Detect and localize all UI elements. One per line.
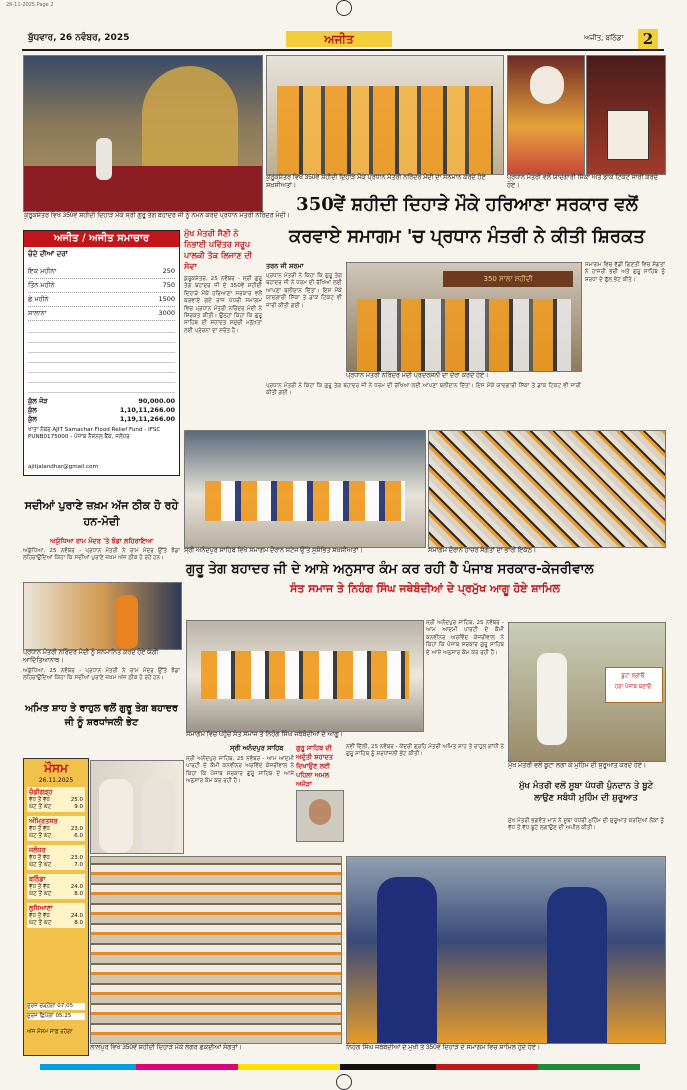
caption-top-center: ਕੁਰੂਕਸ਼ੇਤਰ ਵਿਖੇ 350ਵੇਂ ਸ਼ਹੀਦੀ ਦਿਹਾੜੇ ਮੌਕੇ ਪ੍ਰਧਾਨ ਮੰਤਰੀ ਨਰਿੰਦਰ ਮੋਦੀ ਦਾ ਸਨਮਾਨ ਕਰਦੇ ਹੋਏ ਸ਼ਖ਼ਸੀਅਤਾਂ। <box>266 174 486 189</box>
weather-max: 24.0 <box>70 913 83 919</box>
article-col-1: ਕੁਰੂਕਸ਼ੇਤਰ, 25 ਨਵੰਬਰ - ਸ੍ਰੀ ਗੁਰੂ ਤੇਗ ਬਹਾਦਰ ਜੀ ਦੇ 350ਵੇਂ ਸ਼ਹੀਦੀ ਦਿਹਾੜੇ ਮੌਕੇ ਹਰਿਆਣਾ ਸਰਕਾਰ ਵਲੋਂ ਕਰਵਾਏ ਗਏ ਰਾਜ ਪੱਧਰੀ ਸਮਾਗਮ ਵਿਚ ਪ੍ਰਧਾਨ ਮੰਤਰੀ ਨਰਿੰਦਰ ਮੋਦੀ ਨੇ ਸ਼ਿਰਕਤ ਕੀਤੀ। ਉਨ੍ਹਾਂ ਕਿਹਾ ਕਿ ਗੁਰੂ ਸਾਹਿਬ ਦੀ ਸ਼ਹਾਦਤ ਸਮੁੱਚੀ ਮਨੁੱਖਤਾ ਲਈ ਪ੍ਰੇਰਨਾ ਦਾ ਸਰੋਤ ਹੈ। <box>184 276 262 334</box>
weather-city-name: ਅੰਮ੍ਰਿਤਸਰ <box>29 817 58 825</box>
weather-cities <box>27 787 85 932</box>
subhead-kejriwal: ਸੰਤ ਸਮਾਜ ਤੇ ਨਿਹੰਗ ਸਿੰਘ ਜਥੇਬੰਦੀਆਂ ਦੇ ਪ੍ਰਮੁੱਖ ਆਗੂ ਹੋਏ ਸ਼ਾਮਿਲ <box>290 582 560 595</box>
weather-max-label: ਵੱਧ ਤੋਂ ਵੱਧ <box>29 855 50 861</box>
rates-total-1 <box>28 397 175 406</box>
stage-leaders <box>201 651 409 699</box>
photo-modi-ayodhya <box>23 582 182 650</box>
weather-city <box>27 787 85 812</box>
weather-max-label: ਵੱਧ ਤੋਂ ਵੱਧ <box>29 797 50 803</box>
caption-tree: ਮੁੱਖ ਮੰਤਰੀ ਵਲੋਂ ਬੂਟਾ ਲਗਾ ਕੇ ਮੁਹਿੰਮ ਦੀ ਸ਼ੁਰੂਆਤ ਕਰਦੇ ਹੋਏ। <box>508 762 647 769</box>
weather-min: 6.0 <box>74 833 83 839</box>
weather-city-name: ਬਠਿੰਡਾ <box>29 875 46 883</box>
rates-row-value: 750 <box>162 281 175 289</box>
rates-total-label: ਕੁੱਲ ਜੋੜ <box>28 397 48 405</box>
photo-siropa-honour <box>266 55 504 175</box>
article-col-4b: ਸ੍ਰੀ ਅਨੰਦਪੁਰ ਸਾਹਿਬ, 25 ਨਵੰਬਰ - ਆਮ ਆਦਮੀ ਪਾਰਟੀ ਦੇ ਕੌਮੀ ਕਨਵੀਨਰ ਅਰਵਿੰਦ ਕੇਜਰੀਵਾਲ ਨੇ ਕਿਹਾ ਕਿ ਪੰਜਾਬ ਸਰਕਾਰ ਗੁਰੂ ਸਾਹਿਬ ਦੇ ਆਸ਼ੇ ਅਨੁਸਾਰ ਕੰਮ ਕਰ ਰਹੀ ਹੈ। <box>186 756 294 785</box>
rates-row-label: ਛੇ ਮਹੀਨੇ <box>28 295 49 303</box>
page-number: 2 <box>638 29 658 49</box>
article-col-4: ਸ੍ਰੀ ਅਨੰਦਪੁਰ ਸਾਹਿਬ, 25 ਨਵੰਬਰ - ਆਮ ਆਦਮੀ ਪਾਰਟੀ ਦੇ ਕੌਮੀ ਕਨਵੀਨਰ ਅਰਵਿੰਦ ਕੇਜਰੀਵਾਲ ਨੇ ਕਿਹਾ ਕਿ ਪੰਜਾਬ ਸਰਕਾਰ ਗੁਰੂ ਸਾਹਿਬ ਦੇ ਆਸ਼ੇ ਅਨੁਸਾਰ ਕੰਮ ਕਰ ਰਹੀ ਹੈ। <box>426 620 504 656</box>
headline-main-line2: ਕਰਵਾਏ ਸਮਾਗਮ 'ਚ ਪ੍ਰਧਾਨ ਮੰਤਰੀ ਨੇ ਕੀਤੀ ਸ਼ਿਰਕਤ <box>289 226 645 247</box>
masthead-title: ਅਜੀਤ <box>324 32 354 46</box>
sign-line1: ਬੂਟਾ ਲਗਾਓ <box>621 673 645 679</box>
weather-max: 23.0 <box>70 826 83 832</box>
weather-max-label: ਵੱਧ ਤੋਂ ਵੱਧ <box>29 913 50 919</box>
headline-shah: ਅਮਿਤ ਸ਼ਾਹ ਤੇ ਰਾਹੁਲ ਵਲੋਂ ਗੁਰੂ ਤੇਗ ਬਹਾਦਰ ਜੀ ਨੂੰ ਸ਼ਰਧਾਂਜਲੀ ਭੇਟ <box>25 703 178 728</box>
photo-portrait <box>296 790 344 842</box>
weather-min: 8.0 <box>74 891 83 897</box>
photo-shah-rahul <box>90 760 184 854</box>
group-visitors <box>357 299 571 371</box>
subhead-modi: ਅਯੁੱਧਿਆ ਰਾਮ ਮੰਦਰ 'ਤੇ ਝੰਡਾ ਲਹਿਰਾਇਆ <box>49 537 154 545</box>
byline-2: ਸ੍ਰੀ ਅਨੰਦਪੁਰ ਸਾਹਿਬ <box>230 744 284 752</box>
weather-min-label: ਘੱਟ ਤੋਂ ਘੱਟ <box>29 804 52 810</box>
photo-exhibition <box>346 262 582 372</box>
photo-coin-release-1 <box>507 55 585 175</box>
registration-mark <box>336 1074 352 1090</box>
rates-total-2 <box>28 406 175 415</box>
headline-modi: ਸਦੀਆਂ ਪੁਰਾਣੇ ਜ਼ਖ਼ਮ ਅੱਜ ਠੀਕ ਹੋ ਰਹੇ ਹਨ-ਮੋਦੀ <box>24 499 179 528</box>
rates-subtitle: ਚੰਦੇ ਦੀਆਂ ਦਰਾਂ <box>28 250 68 258</box>
rates-row-value: 250 <box>162 267 175 275</box>
rates-total-value: 90,000.00 <box>138 397 175 405</box>
rates-total-label: ਕੁੱਲ <box>28 406 37 414</box>
article-col-5: ਅਯੁੱਧਿਆ, 25 ਨਵੰਬਰ - ਪ੍ਰਧਾਨ ਮੰਤਰੀ ਨੇ ਰਾਮ ਮੰਦਰ ਉੱਤੇ ਝੰਡਾ ਲਹਿਰਾਉਂਦਿਆਂ ਕਿਹਾ ਕਿ ਸਦੀਆਂ ਪੁਰਾਣੇ ਜ਼ਖ਼ਮ ਅੱਜ ਠੀਕ ਹੋ ਰਹੇ ਹਨ। <box>23 548 180 562</box>
headline-guru-box: ਗੁਰੂ ਸਾਹਿਬ ਦੀ ਅਦੁੱਤੀ ਸ਼ਹਾਦਤ ਦਿਖਾਉਣ ਲਈ ਪਹਿਲਾ ਅਮਲ ਅਜੋੜਾ <box>296 744 333 788</box>
caption-stage: ਸ੍ਰੀ ਅਨੰਦਪੁਰ ਸਾਹਿਬ ਵਿਖੇ ਸਮਾਗਮ ਦੌਰਾਨ ਸਟੇਜ ਉੱਤੇ ਸੁਸ਼ੋਭਿਤ ਸ਼ਖ਼ਸੀਅਤਾਂ। <box>184 547 363 554</box>
rates-total-value: 1,10,11,266.00 <box>119 406 175 414</box>
article-col-2b: ਪ੍ਰਧਾਨ ਮੰਤਰੀ ਨੇ ਕਿਹਾ ਕਿ ਗੁਰੂ ਤੇਗ ਬਹਾਦਰ ਜੀ ਨੇ ਧਰਮ ਦੀ ਰੱਖਿਆ ਲਈ ਆਪਣਾ ਬਲੀਦਾਨ ਦਿੱਤਾ। ਇਸ ਮੌਕੇ ਯਾਦਗਾਰੀ ਸਿੱਕਾ ਤੇ ਡਾਕ ਟਿਕਟ ਵੀ ਜਾਰੀ ਕੀਤੀ ਗਈ। <box>266 383 581 397</box>
rates-row-value: 3000 <box>158 309 175 317</box>
rates-row <box>28 279 175 293</box>
rates-row <box>28 293 175 307</box>
rates-title: ਅਜੀਤ / ਅਜੀਤ ਸਮਾਚਾਰ <box>24 231 179 247</box>
rates-list <box>28 265 175 321</box>
headline-tree: ਮੁੱਖ ਮੰਤਰੀ ਵਲੋਂ ਸੂਬਾ ਪੱਧਰੀ ਪੁੰਨਦਾਨ ਤੇ ਬੂਟੇ ਲਾਉਣ ਸਬੰਧੀ ਮੁਹਿੰਮ ਦੀ ਸ਼ੁਰੂਆਤ <box>518 781 654 803</box>
weather-max-label: ਵੱਧ ਤੋਂ ਵੱਧ <box>29 884 50 890</box>
caption-bottom-right: ਨਿਹੰਗ ਸਿੰਘ ਜਥੇਬੰਦੀਆਂ ਦੇ ਮੁਖੀ ਤੇ 350ਵੇਂ ਦਿਹਾੜੇ ਦੇ ਸਮਾਗਮ ਵਿਚ ਸ਼ਾਮਿਲ ਹੁੰਦੇ ਹੋਏ। <box>346 1044 541 1051</box>
figure-cm <box>537 653 567 745</box>
weather-min: 7.0 <box>74 862 83 868</box>
print-slug: 26-11-2025 Page 2 <box>6 2 54 8</box>
weather-sunrise: ਸੂਰਜ ਚੜ੍ਹੇਗਾ 07:05 <box>27 1003 85 1010</box>
rates-row <box>28 307 175 321</box>
figure-nihang-2 <box>547 887 607 1043</box>
rates-row-value: 1500 <box>158 295 175 303</box>
weather-city-name: ਚੰਡੀਗੜ੍ਹ <box>29 788 53 796</box>
masthead <box>22 31 662 47</box>
photo-anandpur-stage <box>186 620 424 732</box>
photo-stage <box>184 430 426 548</box>
stage-carpet <box>24 166 262 211</box>
weather-footer: ਅੱਜ ਮੌਸਮ ਸਾਫ਼ ਰਹੇਗਾ <box>27 1029 73 1035</box>
weather-max: 25.0 <box>70 797 83 803</box>
figure-yogi <box>116 595 138 649</box>
registration-mark <box>336 0 352 16</box>
weather-min-label: ਘੱਟ ਤੋਂ ਘੱਟ <box>29 891 52 897</box>
caption-bottom-left: ਲਾਲਪੁਰ ਵਿਖੇ 350ਵੇਂ ਸ਼ਹੀਦੀ ਦਿਹਾੜੇ ਮੌਕੇ ਲੰਗਰ ਛਕਦੀਆਂ ਸੰਗਤਾਂ। <box>90 1044 242 1051</box>
figure-shah <box>99 779 133 853</box>
weather-city <box>27 903 85 928</box>
photo-langar <box>90 856 342 1044</box>
rates-total-3 <box>28 415 175 424</box>
weather-min: 8.0 <box>74 920 83 926</box>
rates-total-value: 1,19,11,266.00 <box>119 415 175 423</box>
caption-kejriwal: ਸਮਾਗਮ ਵਿਚ ਪਹੁੰਚੇ ਸੰਤ ਸਮਾਜ ਤੇ ਨਿਹੰਗ ਸਿੰਘ ਜਥੇਬੰਦੀਆਂ ਦੇ ਆਗੂ। <box>186 731 344 738</box>
stage-guests <box>205 481 405 521</box>
caption-modi-left: ਪ੍ਰਧਾਨ ਮੰਤਰੀ ਨਰਿੰਦਰ ਮੋਦੀ ਨੂੰ ਸਨਮਾਨਿਤ ਕਰਦੇ ਹੋਏ ਯੋਗੀ ਆਦਿੱਤਿਆਨਾਥ। <box>23 649 159 664</box>
caption-top-right: ਪ੍ਰਧਾਨ ਮੰਤਰੀ ਵਲੋਂ ਯਾਦਗਾਰੀ ਸਿੱਕਾ ਅਤੇ ਡਾਕ ਟਿਕਟ ਜਾਰੀ ਕਰਦੇ ਹੋਏ। <box>507 174 658 189</box>
weather-city <box>27 874 85 899</box>
article-col-6b: ਨਵੀਂ ਦਿੱਲੀ, 25 ਨਵੰਬਰ - ਕੇਂਦਰੀ ਗ੍ਰਹਿ ਮੰਤਰੀ ਅਮਿਤ ਸ਼ਾਹ ਤੇ ਰਾਹੁਲ ਗਾਂਧੀ ਨੇ ਗੁਰੂ ਸਾਹਿਬ ਨੂੰ ਸ਼ਰਧਾਂਜਲੀ ਭੇਟ ਕੀਤੀ। <box>346 744 504 758</box>
figure-pm-portrait <box>530 66 564 104</box>
weather-city-name: ਲੁਧਿਆਣਾ <box>29 904 53 912</box>
rates-row <box>28 265 175 279</box>
rates-row-label: ਸਾਲਾਨਾ <box>28 309 47 317</box>
headline-kejriwal: ਗੁਰੂ ਤੇਗ ਬਹਾਦਰ ਜੀ ਦੇ ਆਸ਼ੇ ਅਨੁਸਾਰ ਕੰਮ ਕਰ ਰਹੀ ਹੈ ਪੰਜਾਬ ਸਰਕਾਰ-ਕੇਜਰੀਵਾਲ <box>186 561 594 577</box>
article-col-2: ਪ੍ਰਧਾਨ ਮੰਤਰੀ ਨੇ ਕਿਹਾ ਕਿ ਗੁਰੂ ਤੇਗ ਬਹਾਦਰ ਜੀ ਨੇ ਧਰਮ ਦੀ ਰੱਖਿਆ ਲਈ ਆਪਣਾ ਬਲੀਦਾਨ ਦਿੱਤਾ। ਇਸ ਮੌਕੇ ਯਾਦਗਾਰੀ ਸਿੱਕਾ ਤੇ ਡਾਕ ਟਿਕਟ ਵੀ ਜਾਰੀ ਕੀਤੀ ਗਈ। <box>266 273 342 309</box>
rates-email: ajitjalandhar@gmail.com <box>28 464 98 470</box>
portrait-face <box>309 799 331 825</box>
photo-modi-kurukshetra <box>23 55 263 212</box>
masthead-edition: ਅਜੀਤ, ਬਠਿੰਡਾ <box>584 34 624 42</box>
weather-min: 9.0 <box>74 804 83 810</box>
figure-pm <box>96 138 112 180</box>
rates-filler-lines <box>28 323 175 393</box>
weather-min-label: ਘੱਟ ਤੋਂ ਘੱਟ <box>29 862 52 868</box>
booth-sign: 350 ਸਾਲਾ ਸ਼ਹੀਦੀ <box>443 271 573 287</box>
commemorative-plaque <box>607 110 649 160</box>
article-col-7: ਮੁੱਖ ਮੰਤਰੀ ਭਗਵੰਤ ਮਾਨ ਨੇ ਸੂਬਾ ਪੱਧਰੀ ਮੁਹਿੰਮ ਦੀ ਸ਼ੁਰੂਆਤ ਕਰਦਿਆਂ ਲੋਕਾਂ ਨੂੰ ਵੱਧ ਤੋਂ ਵੱਧ ਬੂਟੇ ਲਗਾਉਣ ਦੀ ਅਪੀਲ ਕੀਤੀ। <box>508 818 664 832</box>
rates-row-label: ਤਿੰਨ ਮਹੀਨੇ <box>28 281 55 289</box>
caption-mid: ਪ੍ਰਧਾਨ ਮੰਤਰੀ ਨਰਿੰਦਰ ਮੋਦੀ ਪ੍ਰਦਰਸ਼ਨੀ ਦਾ ਦੌਰਾ ਕਰਦੇ ਹੋਏ। <box>346 372 489 379</box>
masthead-date: ਬੁੱਧਵਾਰ, 26 ਨਵੰਬਰ, 2025 <box>28 33 130 43</box>
caption-crowd: ਸਮਾਗਮ ਦੌਰਾਨ ਹਾਜ਼ਰ ਸੰਗਤਾਂ ਦਾ ਭਾਰੀ ਇਕੱਠ। <box>428 547 537 554</box>
rates-row-label: ਇਕ ਮਹੀਨਾ <box>28 267 57 275</box>
article-col-5b: ਅਯੁੱਧਿਆ, 25 ਨਵੰਬਰ - ਪ੍ਰਧਾਨ ਮੰਤਰੀ ਨੇ ਰਾਮ ਮੰਦਰ ਉੱਤੇ ਝੰਡਾ ਲਹਿਰਾਉਂਦਿਆਂ ਕਿਹਾ ਕਿ ਸਦੀਆਂ ਪੁਰਾਣੇ ਜ਼ਖ਼ਮ ਅੱਜ ਠੀਕ ਹੋ ਰਹੇ ਹਨ। <box>23 668 180 682</box>
weather-max-label: ਵੱਧ ਤੋਂ ਵੱਧ <box>29 826 50 832</box>
weather-sunset: ਸੂਰਜ ਛਿਪੇਗਾ 05:25 <box>27 1013 85 1020</box>
rates-bank-note: ਖਾਤਾ ਨੰਬਰ AJIT Samachar Flood Relief Fund - IFSC PUNB0175000 - ਪੰਜਾਬ ਨੈਸ਼ਨਲ ਬੈਂਕ, ਜਲੰਧਰ <box>28 427 161 440</box>
caption-top-left: ਕੁਰੂਕਸ਼ੇਤਰ ਵਿਖੇ 350ਵੇਂ ਸ਼ਹੀਦੀ ਦਿਹਾੜੇ ਮੌਕੇ ਸ੍ਰੀ ਗੁਰੂ ਤੇਗ ਬਹਾਦਰ ਜੀ ਨੂੰ ਨਮਨ ਕਰਦੇ ਪ੍ਰਧਾਨ ਮੰਤਰੀ ਨਰਿੰਦਰ ਮੋਦੀ। <box>24 212 290 219</box>
masthead-rule <box>22 49 664 51</box>
weather-date: 26.11.2025 <box>38 777 74 784</box>
weather-min-label: ਘੱਟ ਤੋਂ ਘੱਟ <box>29 920 52 926</box>
byline-1: ਤਰਨ ਜੀ ਸ਼ਰਮਾ <box>266 262 304 270</box>
article-col-3: ਸਮਾਗਮ ਵਿਚ ਵੱਡੀ ਗਿਣਤੀ ਵਿਚ ਸੰਗਤਾਂ ਨੇ ਹਾਜ਼ਰੀ ਭਰੀ ਅਤੇ ਗੁਰੂ ਸਾਹਿਬ ਨੂੰ ਸ਼ਰਧਾ ਦੇ ਫੁੱਲ ਭੇਟ ਕੀਤੇ। <box>585 262 665 283</box>
sign-line2: ਹਰਾ ਪੰਜਾਬ ਬਣਾਓ <box>614 684 652 690</box>
photo-coin-release-2 <box>586 55 666 175</box>
color-bar <box>40 1064 640 1070</box>
weather-max: 24.0 <box>70 884 83 890</box>
weather-city-name: ਜਲੰਧਰ <box>29 846 46 854</box>
weather-city <box>27 845 85 870</box>
headline-saini: ਮੁੱਖ ਮੰਤਰੀ ਸੈਣੀ ਨੇ ਨਿਭਾਈ ਪਵਿੱਤਰ ਸਰੂਪ ਪਾਲਕੀ ਤੱਕ ਲਿਜਾਣ ਦੀ ਸੇਵਾ <box>184 228 253 271</box>
photo-nihang <box>346 856 666 1044</box>
figure-rahul <box>141 779 175 853</box>
group-saffron <box>277 86 493 174</box>
weather-min-label: ਘੱਟ ਤੋਂ ਘੱਟ <box>29 833 52 839</box>
rates-box <box>23 230 180 476</box>
stage-canopy <box>142 66 238 166</box>
headline-main-line1: 350ਵੇਂ ਸ਼ਹੀਦੀ ਦਿਹਾੜੇ ਮੌਕੇ ਹਰਿਆਣਾ ਸਰਕਾਰ ਵਲੋਂ <box>296 194 638 215</box>
weather-city <box>27 816 85 841</box>
weather-title: ਮੌਸਮ <box>44 761 68 775</box>
weather-box <box>23 758 89 1056</box>
weather-max: 23.0 <box>70 855 83 861</box>
figure-nihang-1 <box>377 877 437 1043</box>
rates-total-label: ਕੁੱਲ <box>28 415 37 423</box>
photo-tree-planting <box>508 622 666 762</box>
photo-crowd <box>428 430 666 548</box>
